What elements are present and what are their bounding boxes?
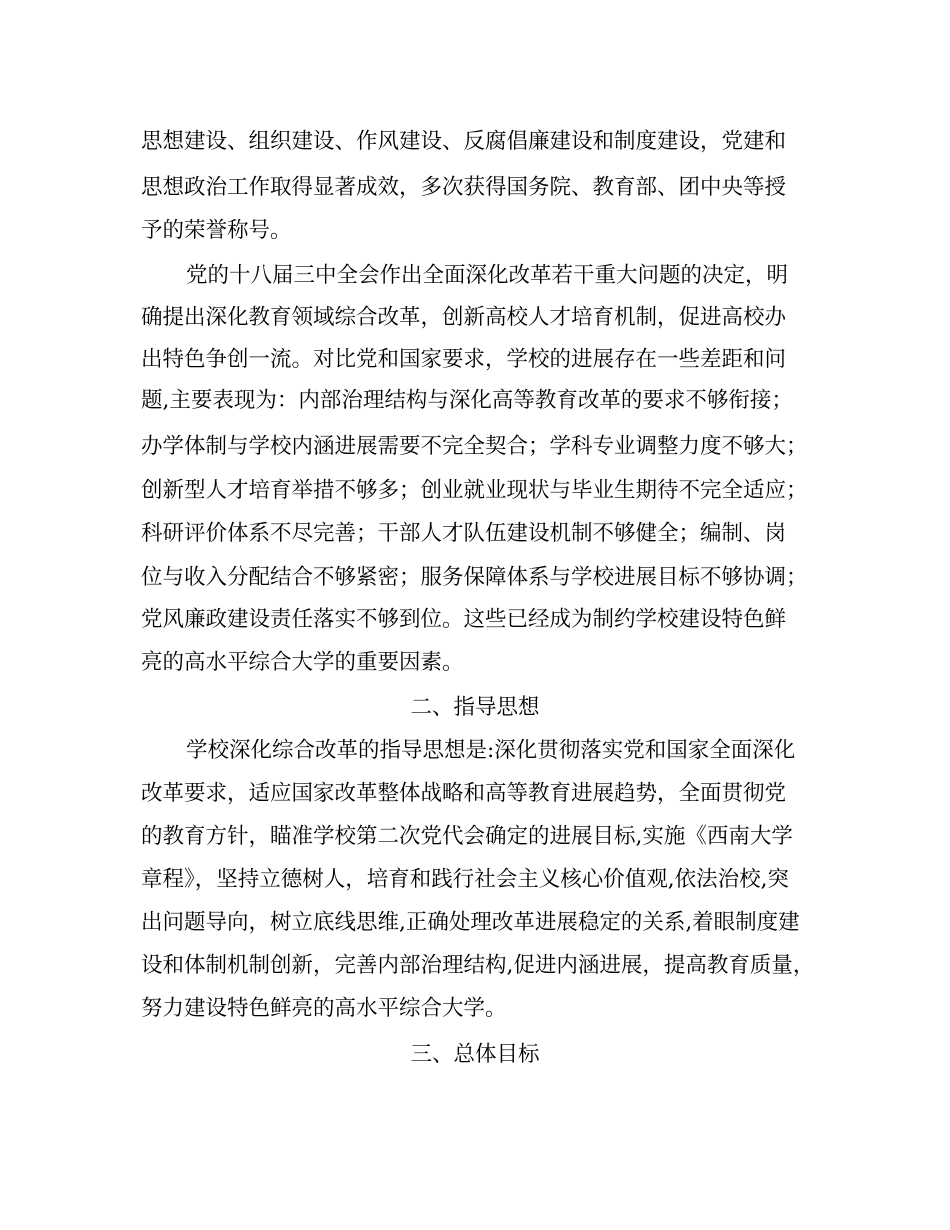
paragraph-line: 设和体制机制创新，完善内部治理结构,促进内涵进展，提高教育质量， xyxy=(141,953,815,978)
paragraph-line: 题,主要表现为：内部治理结构与深化高等教育改革的要求不够衔接； xyxy=(141,388,793,413)
paragraph-line: 创新型人才培育举措不够多；创业就业现状与毕业生期待不完全适应； xyxy=(141,478,808,503)
paragraph-line: 确提出深化教育领域综合改革，创新高校人才培育机制，促进高校办 xyxy=(141,305,787,330)
paragraph-line: 改革要求，适应国家改革整体战略和高等教育进展趋势，全面贯彻党 xyxy=(141,781,787,806)
paragraph-line: 办学体制与学校内涵进展需要不完全契合；学科专业调整力度不够大； xyxy=(141,434,808,459)
paragraph-line: 位与收入分配结合不够紧密；服务保障体系与学校进展目标不够协调； xyxy=(141,565,808,590)
paragraph-line: 亮的高水平综合大学的重要因素。 xyxy=(141,650,464,675)
paragraph-line: 学校深化综合改革的指导思想是:深化贯彻落实党和国家全面深化 xyxy=(186,738,796,763)
paragraph-line: 章程》，坚持立德树人，培育和践行社会主义核心价值观,依法治校,突 xyxy=(141,867,789,892)
paragraph-line: 努力建设特色鲜亮的高水平综合大学。 xyxy=(141,996,507,1021)
paragraph-line: 科研评价体系不尽完善；干部人才队伍建设机制不够健全；编制、岗 xyxy=(141,521,787,546)
paragraph-line: 党的十八届三中全会作出全面深化改革若干重大问题的决定，明 xyxy=(186,263,789,288)
paragraph-line: 出问题导向，树立底线思维,正确处理改革进展稳定的关系,着眼制度建 xyxy=(141,910,800,935)
section-heading: 三、总体目标 xyxy=(410,1042,540,1067)
paragraph-line: 予的荣誉称号。 xyxy=(141,218,292,243)
paragraph-line: 思想政治工作取得显著成效，多次获得国务院、教育部、团中央等授 xyxy=(141,175,787,200)
paragraph-line: 思想建设、组织建设、作风建设、反腐倡廉建设和制度建设，党建和 xyxy=(141,129,787,154)
section-heading: 二、指导思想 xyxy=(410,695,540,720)
paragraph-line: 的教育方针，瞄准学校第二次党代会确定的进展目标,实施《西南大学 xyxy=(141,824,793,849)
paragraph-line: 出特色争创一流。对比党和国家要求，学校的进展存在一些差距和问 xyxy=(141,347,787,372)
paragraph-line: 党风廉政建设责任落实不够到位。这些已经成为制约学校建设特色鲜 xyxy=(141,607,787,632)
